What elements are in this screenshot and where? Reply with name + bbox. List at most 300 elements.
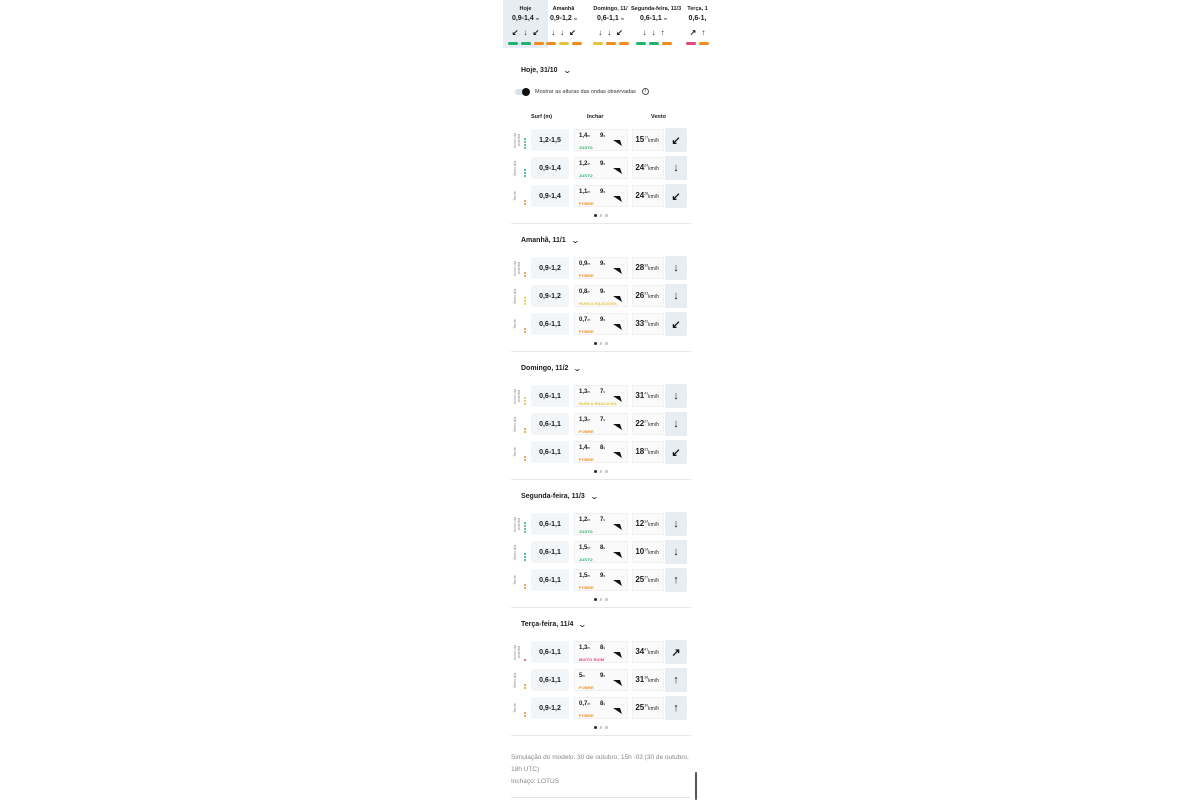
swell-height-value: 1,3 — [579, 645, 588, 651]
divider — [511, 607, 691, 608]
rating-dot — [524, 400, 526, 402]
swell-period-unit: s — [603, 134, 606, 138]
summary-range-unit: m — [620, 16, 625, 21]
swell-height-value: 5 — [579, 673, 583, 679]
wind-gust-value: 24 — [644, 163, 649, 168]
wind-arrow-icon: ↙ — [532, 28, 540, 37]
surf-height: 0,6-1,1 — [531, 669, 569, 691]
swell-height-value: 1,5 — [579, 573, 588, 579]
rating-dot — [524, 200, 526, 202]
swell-height — [579, 573, 590, 579]
swell-height-value: 1,4 — [579, 133, 588, 139]
rating-dot — [524, 403, 526, 405]
wind-speed-value: 18 — [635, 447, 645, 456]
summary-day[interactable] — [588, 0, 633, 48]
wind-direction-box — [665, 384, 687, 408]
pagination-dots[interactable] — [511, 214, 691, 217]
rating-dot — [524, 687, 526, 689]
rating-indicator — [524, 259, 526, 277]
summary-day-label: Hoje — [519, 6, 532, 12]
surf-height: 1,2-1,5 — [531, 129, 569, 151]
wind-speed-value: 33 — [635, 319, 645, 328]
swell-cell — [574, 413, 628, 435]
swell-cell — [574, 285, 628, 307]
wind-arrow-icon: ↑ — [660, 28, 665, 37]
rating-bar — [699, 42, 709, 45]
rating-dot — [524, 328, 526, 330]
rating-dot — [524, 712, 526, 714]
surf-rating: MUITO RUIM — [579, 657, 605, 662]
rating-bar — [606, 42, 616, 45]
model-run-text: Simulação do modelo: 30 de outubro, 15h -03 (30 de outubro, 18h UTC) — [511, 754, 689, 773]
day-title: Hoje, 31/10 — [521, 67, 558, 74]
observed-heights-toggle[interactable] — [515, 89, 529, 95]
days-summary-strip — [503, 0, 708, 48]
surf-rating: POBRE — [579, 429, 594, 434]
pagination-dots[interactable] — [511, 726, 691, 729]
summary-day-label: Terça, 1 — [687, 6, 708, 12]
wind-direction-box — [665, 256, 687, 280]
wind-direction-icon: ↑ — [673, 574, 679, 586]
summary-day[interactable] — [675, 0, 720, 48]
wind-gust-value: 33 — [644, 291, 649, 296]
forecast-row[interactable] — [511, 668, 691, 692]
wind-direction-icon: ↓ — [673, 418, 679, 430]
rating-indicator — [524, 187, 526, 205]
swell-period — [600, 645, 605, 651]
forecast-row[interactable] — [511, 312, 691, 336]
wind-unit: km/h — [648, 138, 659, 144]
summary-wind-arrows — [541, 29, 586, 37]
rating-bar — [559, 42, 569, 45]
wind-direction-icon: ↓ — [673, 518, 679, 530]
day-header[interactable] — [521, 236, 578, 245]
surf-rating: JUSTO — [579, 557, 593, 562]
rating-indicator — [524, 543, 526, 561]
swell-height — [579, 673, 585, 679]
rating-dot — [524, 169, 526, 171]
swell-cell — [574, 569, 628, 591]
summary-rating-bars — [631, 42, 676, 45]
pagination-dot[interactable] — [600, 470, 603, 473]
pagination-dot[interactable] — [600, 342, 603, 345]
swell-cell — [574, 129, 628, 151]
forecast-row[interactable] — [511, 284, 691, 308]
swell-source-text: Inchaço: LOTUS — [511, 778, 560, 785]
swell-period — [600, 389, 605, 395]
wind-arrow-icon: ↓ — [642, 28, 647, 37]
swell-period-unit: s — [603, 190, 606, 194]
chevron-down-icon[interactable]: ⌄ — [570, 236, 580, 245]
summary-day-label: Domingo, 11/ — [593, 6, 628, 12]
wind-arrow-icon: ↙ — [569, 28, 576, 37]
rating-indicator — [524, 287, 526, 305]
summary-day[interactable] — [631, 0, 682, 48]
surf-rating: POBRE — [579, 329, 594, 334]
rating-indicator — [524, 159, 526, 177]
swell-height — [579, 317, 590, 323]
wind-speed — [635, 647, 659, 656]
swell-direction-icon — [613, 645, 622, 652]
wind-arrow-icon: ↓ — [560, 28, 565, 37]
summary-range-unit: m — [535, 16, 540, 21]
wind-arrow-icon: ↓ — [523, 28, 528, 37]
swell-direction-icon — [613, 517, 622, 524]
surf-rating: POBRE — [579, 685, 594, 690]
surf-rating: RUIM A RAZOÁVEL — [579, 301, 618, 306]
swell-period-value: 9 — [600, 289, 604, 295]
time-of-day-label: Tarde — [512, 319, 517, 330]
summary-rating-bars — [541, 42, 586, 45]
forecast-row[interactable] — [511, 568, 691, 592]
summary-wave-range — [675, 15, 720, 22]
swell-cell — [574, 697, 628, 719]
forecast-row[interactable] — [511, 696, 691, 720]
rating-bar — [686, 42, 696, 45]
wind-cell — [632, 697, 664, 719]
swell-period-unit: s — [603, 318, 606, 322]
pagination-dots[interactable] — [511, 598, 691, 601]
swell-period-value: 9 — [600, 189, 604, 195]
swell-period-value: 7 — [600, 417, 604, 423]
wind-direction-icon: ↓ — [673, 262, 679, 274]
pagination-dot[interactable] — [594, 214, 597, 217]
pagination-dot[interactable] — [605, 214, 608, 217]
observed-heights-toggle-row[interactable] — [515, 88, 649, 95]
wind-arrow-icon: ↓ — [598, 28, 603, 37]
summary-range-value: 0,6-1,1 — [596, 15, 619, 22]
rating-dot — [524, 522, 526, 524]
wind-direction-box — [665, 640, 687, 664]
wind-direction-box — [665, 512, 687, 536]
surf-height: 0,9-1,4 — [531, 157, 569, 179]
rating-dot — [524, 528, 526, 530]
rating-dot — [524, 456, 526, 458]
wind-gust-value: 14 — [644, 547, 649, 552]
time-of-day-label: Tarde — [512, 703, 517, 714]
time-of-day-label: Início da manhã — [512, 260, 521, 276]
chevron-down-icon[interactable]: ⌄ — [578, 620, 588, 629]
swell-period-unit: s — [603, 574, 606, 578]
wind-unit: km/h — [648, 678, 659, 684]
swell-height-unit: m — [587, 646, 591, 650]
swell-period-value: 8 — [600, 445, 604, 451]
swell-height-value: 0,9 — [579, 261, 588, 267]
swell-height-unit: m — [587, 518, 591, 522]
surf-rating: POBRE — [579, 585, 594, 590]
rating-dot — [524, 144, 526, 146]
summary-range-value: 0,9-1,2 — [549, 15, 572, 22]
chevron-down-icon[interactable]: ⌄ — [573, 364, 583, 373]
forecast-row[interactable] — [511, 412, 691, 436]
wind-speed-value: 31 — [635, 675, 645, 684]
wind-gust-value: 28 — [644, 191, 649, 196]
forecast-row[interactable] — [511, 256, 691, 280]
time-of-day-label: Início da manhã — [512, 132, 521, 148]
wind-direction-icon: ↙ — [671, 446, 681, 459]
swell-height — [579, 133, 590, 139]
column-headers — [511, 114, 691, 124]
wind-speed-value: 24 — [635, 163, 645, 172]
surf-rating: POBRE — [579, 201, 594, 206]
wind-unit: km/h — [648, 422, 659, 428]
rating-bar — [508, 42, 518, 45]
surf-height: 0,9-1,2 — [531, 285, 569, 307]
surf-height: 0,6-1,1 — [531, 541, 569, 563]
swell-height-unit: m — [587, 390, 591, 394]
swell-cell — [574, 185, 628, 207]
rating-dot — [524, 531, 526, 533]
wind-speed — [635, 675, 659, 684]
swell-height — [579, 417, 590, 423]
day-title: Terça-feira, 11/4 — [521, 621, 574, 628]
swell-period-unit: s — [603, 390, 606, 394]
swell-period — [600, 417, 605, 423]
swell-period — [600, 161, 605, 167]
wind-speed — [635, 519, 659, 528]
pagination-dot[interactable] — [594, 470, 597, 473]
swell-period — [600, 573, 605, 579]
swell-height-unit: m — [587, 574, 591, 578]
day-header[interactable] — [521, 492, 598, 501]
pagination-dot[interactable] — [605, 470, 608, 473]
wind-gust-value: 41 — [644, 647, 649, 652]
pagination-dots[interactable] — [511, 342, 691, 345]
pagination-dot[interactable] — [600, 214, 603, 217]
wind-direction-icon: ↑ — [673, 702, 679, 714]
swell-column-header: Inchar — [587, 114, 604, 120]
summary-day-label: Segunda-feira, 11/3 — [631, 6, 682, 12]
wind-arrow-icon: ↙ — [511, 28, 519, 37]
rating-bar — [593, 42, 603, 45]
swell-period-unit: s — [603, 646, 606, 650]
rating-dot — [524, 300, 526, 302]
wind-speed — [635, 319, 659, 328]
swell-period — [600, 289, 605, 295]
wind-speed — [635, 291, 659, 300]
wind-direction-box — [665, 128, 687, 152]
pagination-dots[interactable] — [511, 470, 691, 473]
wind-unit: km/h — [648, 450, 659, 456]
wind-cell — [632, 129, 664, 151]
rating-dot — [524, 584, 526, 586]
scrollbar[interactable] — [695, 772, 697, 800]
swell-cell — [574, 641, 628, 663]
forecast-row[interactable] — [511, 440, 691, 464]
rating-indicator — [524, 415, 526, 433]
surf-column-header: Surf (m) — [531, 114, 553, 120]
swell-period-unit: s — [603, 546, 606, 550]
divider — [511, 479, 691, 480]
forecast-row[interactable] — [511, 640, 691, 664]
swell-direction-icon — [613, 289, 622, 296]
day-header[interactable] — [521, 364, 581, 373]
swell-period-value: 9 — [600, 673, 604, 679]
wind-speed-value: 22 — [635, 419, 645, 428]
swell-period — [600, 701, 605, 707]
summary-range-unit: m — [663, 16, 668, 21]
forecast-row[interactable] — [511, 384, 691, 408]
pagination-dot[interactable] — [594, 598, 597, 601]
forecast-column — [503, 0, 708, 800]
wind-direction-icon: ↑ — [673, 674, 679, 686]
pagination-dot[interactable] — [600, 726, 603, 729]
rating-dot — [524, 397, 526, 399]
wind-arrow-icon: ↗ — [689, 28, 697, 37]
wind-cell — [632, 385, 664, 407]
swell-period-unit: s — [603, 418, 606, 422]
day-header[interactable] — [521, 620, 586, 629]
swell-height-value: 1,2 — [579, 161, 588, 167]
chevron-down-icon[interactable]: ⌄ — [562, 66, 572, 75]
wind-direction-icon: ↓ — [673, 546, 679, 558]
day-title: Domingo, 11/2 — [521, 365, 569, 372]
rating-indicator — [524, 571, 526, 589]
wind-direction-box — [665, 284, 687, 308]
chevron-down-icon[interactable]: ⌄ — [589, 492, 599, 501]
rating-dot — [524, 331, 526, 333]
wind-direction-box — [665, 568, 687, 592]
rating-dot — [524, 559, 526, 561]
swell-height — [579, 701, 590, 707]
pagination-dot[interactable] — [605, 726, 608, 729]
rating-dot — [524, 431, 526, 433]
rating-dot — [524, 556, 526, 558]
rating-dot — [524, 684, 526, 686]
wind-direction-box — [665, 540, 687, 564]
wind-cell — [632, 313, 664, 335]
wind-direction-box — [665, 696, 687, 720]
swell-height-unit: m — [587, 446, 591, 450]
rating-indicator — [524, 387, 526, 405]
rating-bar — [619, 42, 629, 45]
swell-height-value: 1,4 — [579, 445, 588, 451]
wind-cell — [632, 569, 664, 591]
swell-height — [579, 645, 590, 651]
summary-range-value: 0,6-1,1 — [639, 15, 662, 22]
rating-indicator — [524, 671, 526, 689]
swell-period-value: 7 — [600, 517, 604, 523]
rating-dot — [524, 428, 526, 430]
rating-dot — [524, 525, 526, 527]
wind-cell — [632, 185, 664, 207]
wind-speed — [635, 575, 659, 584]
swell-height-value: 1,3 — [579, 417, 588, 423]
rating-dot — [524, 272, 526, 274]
swell-direction-icon — [613, 701, 622, 708]
wind-cell — [632, 257, 664, 279]
summary-rating-bars — [588, 42, 633, 45]
wind-column-header: Vento — [651, 114, 666, 120]
summary-rating-bars — [675, 42, 720, 45]
time-of-day-label: Meio-dia — [512, 288, 517, 304]
wind-speed-value: 15 — [635, 135, 645, 144]
swell-height — [579, 445, 590, 451]
wind-direction-icon: ↓ — [673, 290, 679, 302]
day-header[interactable] — [521, 66, 570, 75]
time-of-day-label: Tarde — [512, 575, 517, 586]
swell-direction-icon — [613, 133, 622, 140]
swell-period-value: 8 — [600, 645, 604, 651]
swell-period — [600, 673, 605, 679]
summary-wind-arrows — [675, 29, 720, 37]
wind-arrow-icon: ↓ — [551, 28, 556, 37]
wind-gust-value: 42 — [644, 319, 649, 324]
pagination-dot[interactable] — [600, 598, 603, 601]
divider — [511, 735, 691, 736]
swell-period — [600, 517, 605, 523]
model-footer — [511, 752, 691, 788]
day-title: Amanhã, 11/1 — [521, 237, 566, 244]
wind-speed-value: 12 — [635, 519, 645, 528]
forecast-row[interactable] — [511, 512, 691, 536]
swell-period — [600, 189, 605, 195]
swell-height — [579, 289, 590, 295]
pagination-dot[interactable] — [605, 342, 608, 345]
divider — [511, 223, 691, 224]
pagination-dot[interactable] — [605, 598, 608, 601]
swell-period — [600, 261, 605, 267]
wind-cell — [632, 641, 664, 663]
rating-dot — [524, 203, 526, 205]
forecast-row[interactable] — [511, 128, 691, 152]
surf-height: 0,6-1,1 — [531, 385, 569, 407]
surf-rating: POBRE — [579, 273, 594, 278]
rating-dot — [524, 141, 526, 143]
wind-cell — [632, 285, 664, 307]
swell-height-unit: m — [587, 134, 591, 138]
wind-unit: km/h — [648, 266, 659, 272]
swell-period-unit: s — [603, 518, 606, 522]
summary-day[interactable] — [541, 0, 586, 48]
wind-unit: km/h — [648, 550, 659, 556]
wind-unit: km/h — [648, 394, 659, 400]
time-of-day-label: Meio-dia — [512, 672, 517, 688]
toggle-label: Mostrar as alturas das ondas observadas — [535, 88, 636, 95]
forecast-row[interactable] — [511, 184, 691, 208]
info-icon[interactable]: i — [642, 88, 649, 95]
forecast-row[interactable] — [511, 156, 691, 180]
swell-period-unit: s — [603, 446, 606, 450]
swell-period-value: 9 — [600, 317, 604, 323]
rating-dot — [524, 138, 526, 140]
swell-direction-icon — [613, 189, 622, 196]
wind-gust-value: 41 — [644, 391, 649, 396]
swell-height — [579, 517, 590, 523]
pagination-dot[interactable] — [594, 726, 597, 729]
rating-bar — [649, 42, 659, 45]
swell-height-unit: m — [587, 190, 591, 194]
wind-direction-box — [665, 184, 687, 208]
swell-direction-icon — [613, 389, 622, 396]
swell-direction-icon — [613, 317, 622, 324]
wind-unit: km/h — [648, 706, 659, 712]
time-of-day-label: Meio-dia — [512, 544, 517, 560]
wind-cell — [632, 157, 664, 179]
surf-height: 0,6-1,1 — [531, 441, 569, 463]
wind-speed-value: 34 — [635, 647, 645, 656]
pagination-dot[interactable] — [594, 342, 597, 345]
wind-gust-value: 27 — [644, 575, 649, 580]
rating-dot — [524, 297, 526, 299]
wind-direction-box — [665, 156, 687, 180]
rating-bar — [546, 42, 556, 45]
rating-bar — [636, 42, 646, 45]
swell-cell — [574, 313, 628, 335]
wind-arrow-icon: ↓ — [651, 28, 656, 37]
swell-period-value: 9 — [600, 573, 604, 579]
forecast-row[interactable] — [511, 540, 691, 564]
